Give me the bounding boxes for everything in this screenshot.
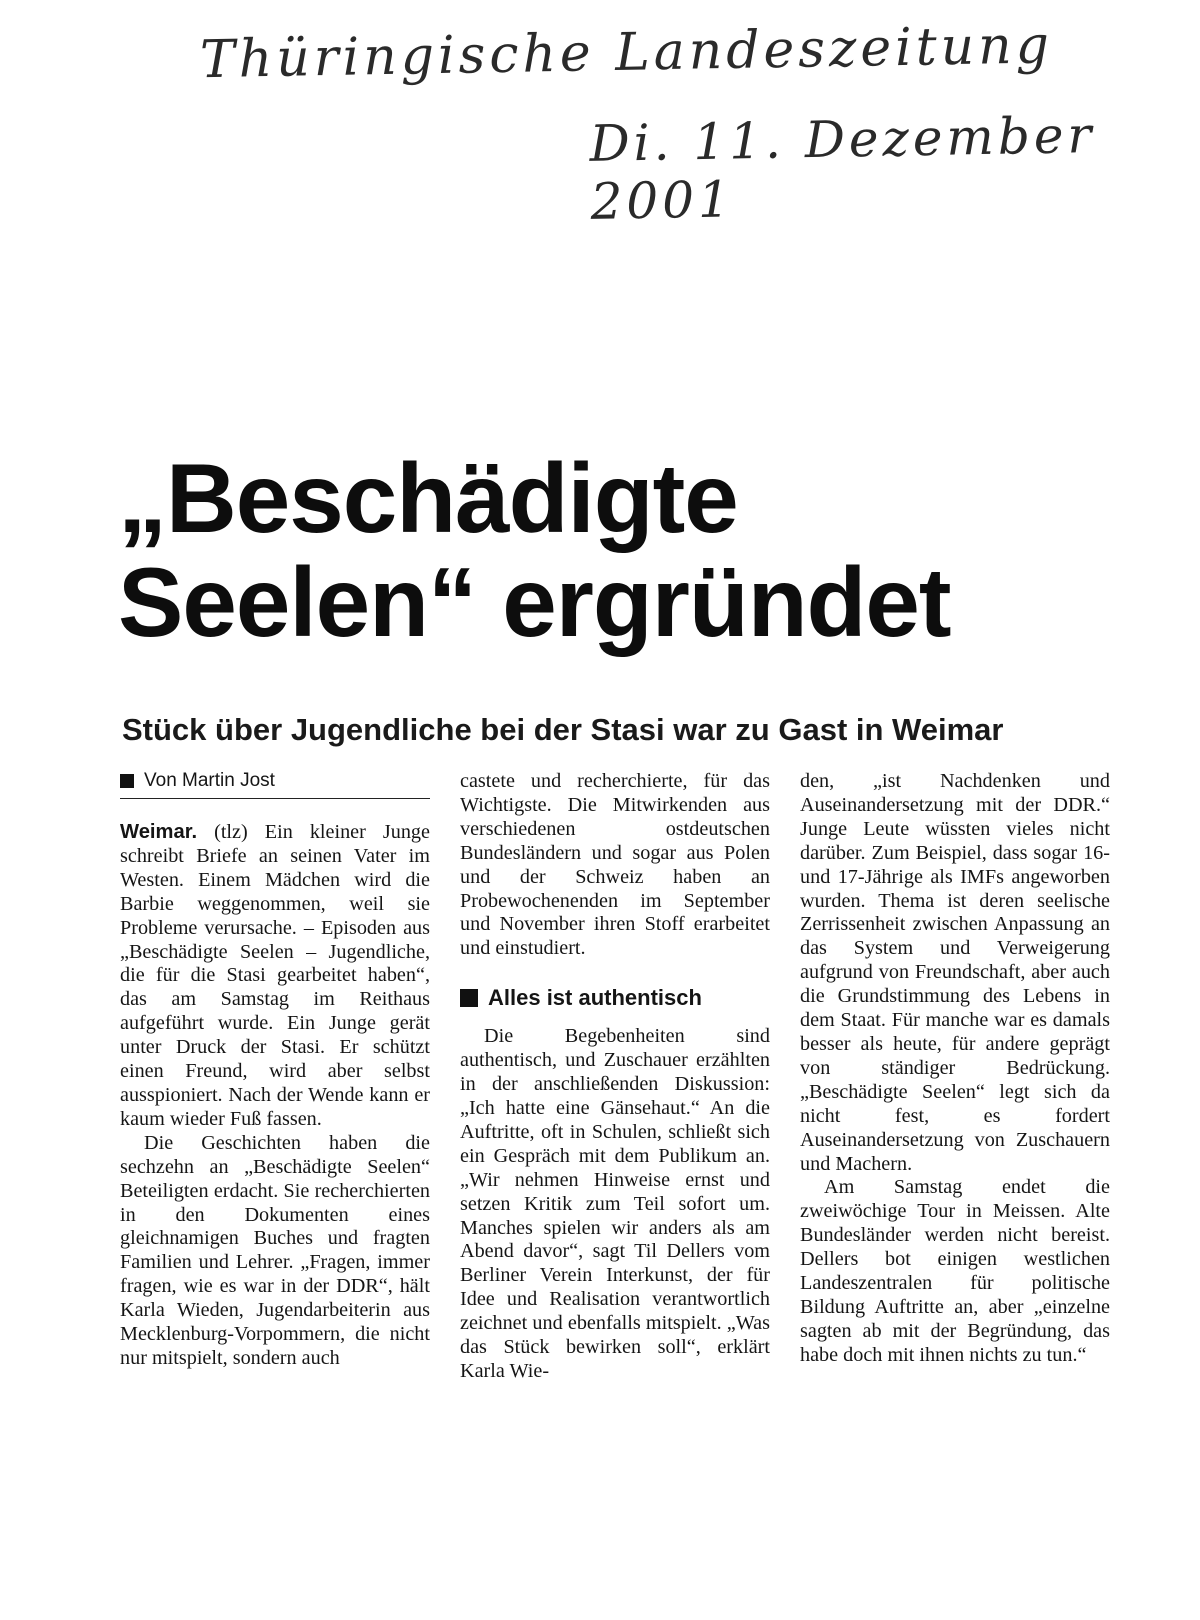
byline: [120, 770, 430, 799]
paragraph-text: (tlz) Ein kleiner Junge schreibt Briefe an seinen Vater im Westen. Einem Mädchen wird die Barbie weggenommen, weil sie Probleme verursache. – Episoden aus „Beschädigte Seelen – Jugendliche, die für die Stasi gearbeitet haben“, das am Samstag im Reithaus aufgeführt wurde. Ein Junge gerät unter Druck der Stasi. Er schützt einen Freund, wird aber selbst ausspioniert. Nach der Wende kann er kaum wieder Fuß fassen.: [120, 821, 430, 1130]
byline-author: Von Martin Jost: [144, 770, 275, 792]
paragraph: den, „ist Nachdenken und Auseinandersetzung mit der DDR.“ Junge Leute wüssten vieles nicht darüber. Zum Beispiel, dass sogar 16- und 17-Jährige als IMFs angeworben wurden. Thema ist deren seelische Zerrissenheit zwischen Anpassung an das System und Verweigerung aufgrund von Freundschaft, aber auch die Grundstimmung des Lebens in dem Staat. Für manche war es damals besser als heute, für andere geprägt von ständiger Bedrückung. „Beschädigte Seelen“ legt sich da nicht fest, es fordert Auseinandersetzung von Zuschauern und Machern.: [800, 770, 1110, 1175]
headline-line-2: Seelen“ ergründet: [118, 547, 951, 657]
text-column-3: [800, 770, 1110, 1368]
text-column-1: [120, 770, 430, 1371]
section-heading-text: Alles ist authentisch: [488, 985, 702, 1011]
handwritten-date: Di. 11. Dezember 2001: [589, 106, 1096, 231]
paragraph: Am Samstag endet die zweiwöchige Tour in Meissen. Alte Bundesländer werden nicht bereist. Dellers bot einigen westlichen Landeszentralen für politische Bildung Auftritte an, aber „einzelne sagten ab mit der Begründung, das habe doch mit ihnen nichts zu tun.“: [800, 1176, 1110, 1366]
paragraph: castete und recherchierte, für das Wichtigste. Die Mitwirkenden aus verschiedenen ostdeutschen Bundesländern und sogar aus Polen und der Schweiz haben an Probewochenenden im September und November ihren Stoff erarbeitet und einstudiert.: [460, 770, 770, 960]
paragraph: [120, 821, 430, 1132]
dateline: Weimar.: [120, 821, 198, 843]
article-subheadline: Stück über Jugendliche bei der Stasi war zu Gast in Weimar: [122, 712, 1004, 747]
square-bullet-icon: [120, 774, 134, 788]
article-headline: [118, 443, 1118, 657]
handwritten-newspaper-name: Thüringische Landeszeitung: [199, 15, 1054, 91]
paragraph: Die Begebenheiten sind authentisch, und Zuschauer erzählten in der anschließenden Diskussion: „Ich hatte eine Gänsehaut.“ An die Auftritte, oft in Schulen, schließt sich ein Gespräch mit dem Publikum an. „Wir nehmen Hinweise ernst und setzen Kritik zum Teil sofort um. Manches spielen wir anders als am Abend davor“, sagt Til Dellers vom Berliner Verein Interkunst, der für Idee und Realisation verantwortlich zeichnet und ebenfalls mitspielt. „Was das Stück bewirken soll“, erklärt Karla Wie-: [460, 1025, 770, 1382]
text-column-2: [460, 770, 770, 1384]
square-bullet-icon: [460, 989, 478, 1007]
headline-line-1: „Beschädigte: [118, 443, 738, 553]
paragraph: Die Geschichten haben die sechzehn an „Beschädigte Seelen“ Beteiligten erdacht. Sie recherchierten in den Dokumenten eines gleichnamigen Buches und fragten Familien und Lehrer. „Fragen, immer fragen, wie es war in der DDR“, hält Karla Wieden, Jugendarbeiterin aus Mecklenburg-Vorpommern, die nicht nur mitspielt, sondern auch: [120, 1131, 430, 1369]
section-heading: [460, 985, 770, 1011]
